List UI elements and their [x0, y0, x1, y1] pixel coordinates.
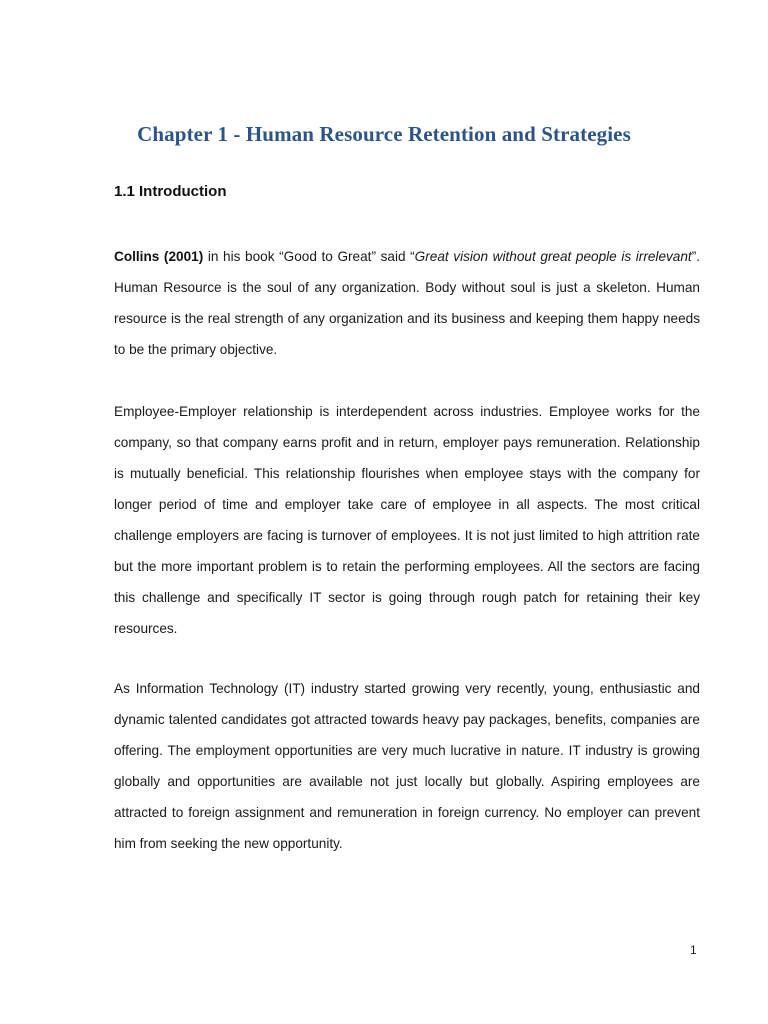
section-heading: 1.1 Introduction — [114, 183, 227, 200]
paragraph-intro-text-a: in his book “Good to Great” said “ — [203, 249, 415, 264]
paragraph-relationship: Employee-Employer relationship is interdependent across industries. Employee works for the company, so that company earns profit and in return, employer pays remuneration. Relationship is mutually beneficial. This relationship flourishes when employee stays with the company for longer period of time and employer take care of employee in all aspects. The most critical challenge employers are facing is turnover of employees. It is not just limited to high attrition rate but the more important problem is to retain the performing employees. All the sectors are facing this challenge and specifically IT sector is going through rough patch for retaining their key resources. — [114, 404, 700, 636]
paragraph-intro — [114, 241, 700, 365]
paragraph-it-industry: As Information Technology (IT) industry started growing very recently, young, enthusiastic and dynamic talented candidates got attracted towards heavy pay packages, benefits, companies are offering. The employment opportunities are very much lucrative in nature. IT industry is growing globally and opportunities are available not just locally but globally. Aspiring employees are attracted to foreign assignment and remuneration in foreign currency. No employer can prevent him from seeking the new opportunity. — [114, 681, 700, 851]
author-citation: Collins (2001) — [114, 249, 204, 264]
quote-text: Great vision without great people is irrelevant — [414, 249, 692, 264]
page-number: 1 — [690, 943, 697, 957]
paragraph-intro-text-b: ”. Human Resource is the soul of any organization. Body without soul is just a skeleton. Human resource is the real strength of any organization and its business and keeping them happy needs to be the primary objective. — [114, 249, 701, 357]
chapter-title: Chapter 1 - Human Resource Retention and Strategies — [137, 122, 631, 146]
